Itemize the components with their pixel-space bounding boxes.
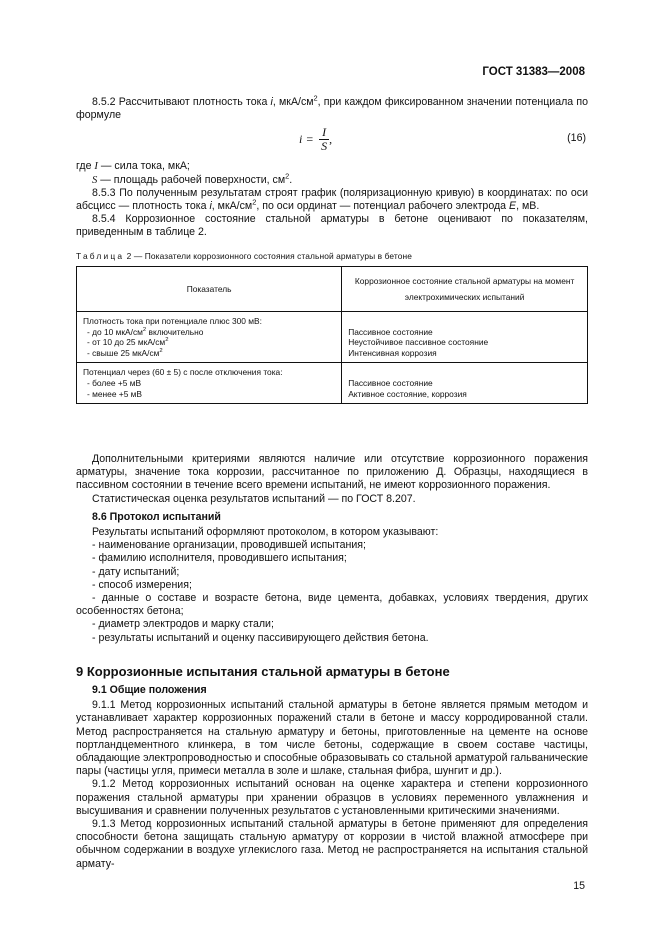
list-item: - фамилию исполнителя, проводившего испытания; <box>92 552 347 565</box>
paragraph-8-5-3 <box>76 187 588 213</box>
cell-line: Пассивное состояние <box>348 377 433 388</box>
row1-indicator <box>77 312 342 363</box>
where-line-1 <box>76 160 588 173</box>
header-line: Коррозионное состояние стальной арматуры на момент <box>354 275 575 286</box>
text-run: 8.5.3 По полученным результатам строят график (поляризационную кривую) в координатах: по оси абсцисс — плотность тока <box>76 186 588 213</box>
superscript: 2 <box>159 347 163 354</box>
text-run: , мкА/см <box>272 96 314 108</box>
protocol-intro: Результаты испытаний оформляют протоколом, в котором указывают: <box>92 526 439 539</box>
where-line-2 <box>76 171 588 187</box>
cell-line: Потенциал через (60 ± 5) с после отключения тока: <box>83 367 283 378</box>
caption-text: 2 — Показатели коррозионного состояния стальной арматуры в бетоне <box>124 251 412 261</box>
text-run: — площадь рабочей поверхности, см <box>97 173 286 186</box>
caption-word: Таблица <box>76 251 125 261</box>
formula-denominator: S <box>321 139 328 154</box>
var-E: E <box>509 200 517 213</box>
var-S: S <box>92 174 98 186</box>
superscript: 2 <box>142 326 147 333</box>
formula-16 <box>76 124 588 158</box>
paragraph-8-5-4: 8.5.4 Коррозионное состояние стальной арматуры в бетоне оценивают по показателям, приведенным в таблице 2. <box>76 213 588 239</box>
section-8-5-text <box>76 93 588 240</box>
text-run: 8.5.2 Рассчитывают плотность тока <box>92 96 271 108</box>
paragraph-9-1-3: 9.1.3 Метод коррозионных испытаний стальной арматуры в бетоне применяют для определения способности бетона защищать стальную арматуру от коррозии в чистой влажной атмосфере при обычном содержании в воздухе углекислого газа. Метод не распространяется на испытания стальной армату- <box>76 818 588 870</box>
cell-line <box>83 337 335 348</box>
formula-number: (16) <box>567 132 586 145</box>
col-header-indicator: Показатель <box>77 267 342 312</box>
text-run: , мВ. <box>516 200 540 213</box>
cell-line: Активное состояние, коррозия <box>348 388 467 399</box>
list-item: - дату испытаний; <box>92 565 180 578</box>
cell-line: Интенсивная коррозия <box>348 347 437 358</box>
paragraph-additional-criteria: Дополнительными критериями являются наличие или отсутствие коррозионного поражения арматуры, значение тока коррозии, рассчитанное по приложению Д. Образцы, находящиеся в пассивном состоянии в течение всего времени испытаний, не имеют коррозионного поражения. <box>76 453 588 492</box>
text-run: - до 10 мкА/см <box>87 326 143 337</box>
formula-equals: = <box>306 132 314 147</box>
list-item: - данные о составе и возрасте бетона, виде цемента, добавках, условиях твердения, других особенностях бетона; <box>76 592 588 618</box>
body-after-table <box>76 453 588 871</box>
formula-numerator: I <box>319 126 329 140</box>
cell-line <box>83 327 335 338</box>
table-row <box>77 312 588 363</box>
formula-fraction <box>319 126 329 153</box>
cell-line: - более +5 мВ <box>87 377 142 388</box>
standard-number: ГОСТ 31383—2008 <box>482 66 585 78</box>
row2-indicator <box>77 363 342 404</box>
paragraph-statistics: Статистическая оценка результатов испытаний — по ГОСТ 8.207. <box>92 492 416 505</box>
var-I: I <box>94 161 98 173</box>
text-run: , мкА/см <box>211 200 253 213</box>
table-header-row <box>77 267 588 312</box>
col-header-state <box>342 267 588 312</box>
row1-state <box>342 312 588 363</box>
superscript: 2 <box>165 337 169 344</box>
list-item: - способ измерения; <box>92 578 192 591</box>
cell-line <box>83 348 335 359</box>
paragraph-8-5-2 <box>76 93 588 122</box>
cell-line: Неустойчивое пассивное состояние <box>348 337 489 348</box>
text-run: . <box>289 173 293 186</box>
table-2 <box>76 266 588 404</box>
paragraph-9-1-2: 9.1.2 Метод коррозионных испытаний основан на оценке характера и степени коррозионного поражения стальной арматуры при хранении образцов в условиях переменного увлажнения и высушивания и сравнении полученных результатов с установленными критическими значениями. <box>76 778 588 817</box>
superscript: 2 <box>285 171 290 181</box>
cell-line: - менее +5 мВ <box>87 388 143 399</box>
superscript: 2 <box>313 93 318 103</box>
formula-lhs: i <box>299 132 303 147</box>
table-2-caption <box>76 251 412 261</box>
heading-section-9: 9 Коррозионные испытания стальной арматуры в бетоне <box>76 663 450 679</box>
header-line: электрохимических испытаний <box>404 291 525 302</box>
cell-line: Пассивное состояние <box>348 326 433 337</box>
row2-state <box>342 363 588 404</box>
text-run: где <box>76 160 95 173</box>
table-row <box>77 363 588 404</box>
superscript: 2 <box>252 197 257 207</box>
text-run: включительно <box>146 326 204 337</box>
text-run: - свыше 25 мкА/см <box>87 347 160 358</box>
paragraph-9-1-1: 9.1.1 Метод коррозионных испытаний стальной арматуры в бетоне является прямым методом и устанавливает характер коррозионных поражений стали в бетоне и массу корродированной стали. Метод распространяется на стальную арматуру и бетоны, приготовленные на цементе на основе портландцементного клинкера, в том числе бетоны, содержащие в своем составе частицы, обладающие электропроводностью и способные образовывать со стальной арматурой гальванические пары (частицы угля, примеси металла в золе и шлаке, стальная фибра, шунгит и др.). <box>76 699 588 778</box>
cell-line-empty <box>348 316 581 327</box>
list-item: - результаты испытаний и оценку пассивирующего действия бетона. <box>92 631 429 644</box>
list-item: - наименование организации, проводившей испытания; <box>92 539 366 552</box>
cell-line-empty <box>348 367 581 378</box>
text-run: , по оси ординат — потенциал рабочего электрода <box>256 200 509 213</box>
formula-comma: , <box>329 132 333 147</box>
text-run: - от 10 до 25 мкА/см <box>87 337 166 348</box>
cell-line: Плотность тока при потенциале плюс 300 мВ: <box>83 316 262 326</box>
page-number: 15 <box>573 880 585 892</box>
var-i: i <box>270 96 273 108</box>
heading-9-1: 9.1 Общие положения <box>92 684 207 697</box>
heading-8-6: 8.6 Протокол испытаний <box>92 510 221 523</box>
list-item: - диаметр электродов и марку стали; <box>92 618 274 631</box>
text-run: — сила тока, мкА; <box>97 160 190 173</box>
formula-expression <box>299 126 332 153</box>
var-i: i <box>209 200 212 213</box>
text-run: , при каждом фиксированном значении потенциала по формуле <box>76 96 588 122</box>
